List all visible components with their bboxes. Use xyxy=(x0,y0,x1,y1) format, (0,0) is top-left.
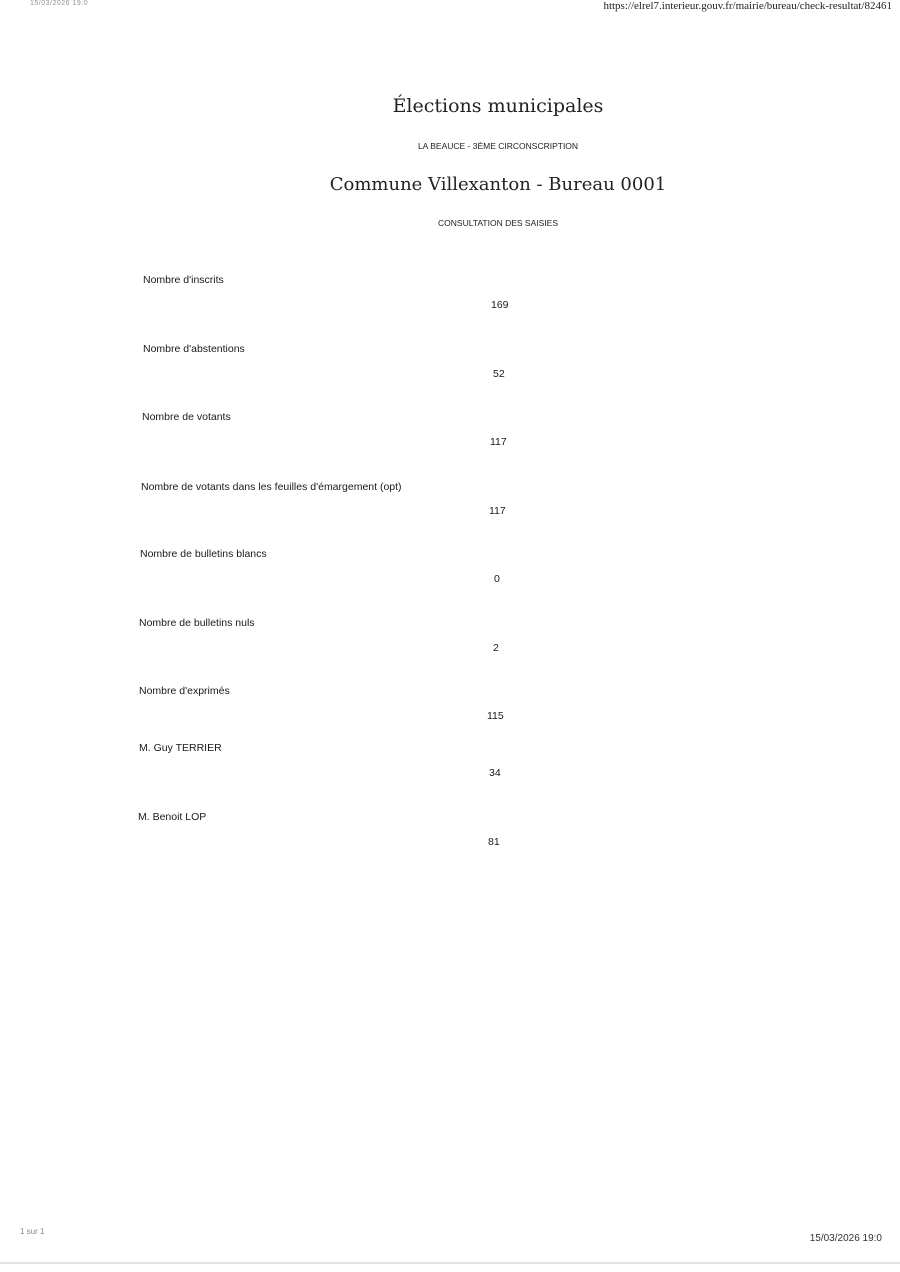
print-header-left xyxy=(30,0,88,7)
document-title: Élections municipales xyxy=(392,95,604,117)
field-value-candidate-terrier: 34 xyxy=(489,767,501,779)
field-value-blancs: 0 xyxy=(494,573,500,585)
field-label-candidate-terrier: M. Guy TERRIER xyxy=(139,742,222,754)
print-header-left-text: 15/03/2026 19:0 xyxy=(30,0,89,7)
field-value-emargement: 117 xyxy=(489,505,506,517)
field-label-exprimes: Nombre d'exprimés xyxy=(139,685,230,697)
field-value-exprimes: 115 xyxy=(487,710,504,722)
print-footer-page: 1 sur 1 xyxy=(20,1227,45,1236)
field-label-inscrits: Nombre d'inscrits xyxy=(143,274,224,286)
commune-heading: Commune Villexanton - Bureau 0001 xyxy=(329,174,667,195)
print-footer-date: 15/03/2026 19:0 xyxy=(809,1233,882,1244)
field-label-nuls: Nombre de bulletins nuls xyxy=(139,617,255,629)
field-value-candidate-lop: 81 xyxy=(488,836,500,848)
field-label-votants: Nombre de votants xyxy=(142,411,231,423)
field-value-abstentions: 52 xyxy=(493,368,505,380)
field-label-candidate-lop: M. Benoit LOP xyxy=(138,811,207,823)
field-label-blancs: Nombre de bulletins blancs xyxy=(140,548,267,560)
section-heading: CONSULTATION DES SAISIES xyxy=(438,218,558,228)
print-header-url: https://elrel7.interieur.gouv.fr/mairie/bureau/check-resultat/82461 xyxy=(603,0,892,12)
field-value-inscrits: 169 xyxy=(491,299,509,311)
field-value-votants: 117 xyxy=(490,436,507,448)
field-label-abstentions: Nombre d'abstentions xyxy=(143,343,245,355)
field-label-emargement: Nombre de votants dans les feuilles d'émargement (opt) xyxy=(141,481,402,493)
field-value-nuls: 2 xyxy=(493,642,499,654)
document-subtitle: LA BEAUCE - 3ÈME CIRCONSCRIPTION xyxy=(417,141,579,151)
scan-edge-line xyxy=(0,1262,900,1264)
